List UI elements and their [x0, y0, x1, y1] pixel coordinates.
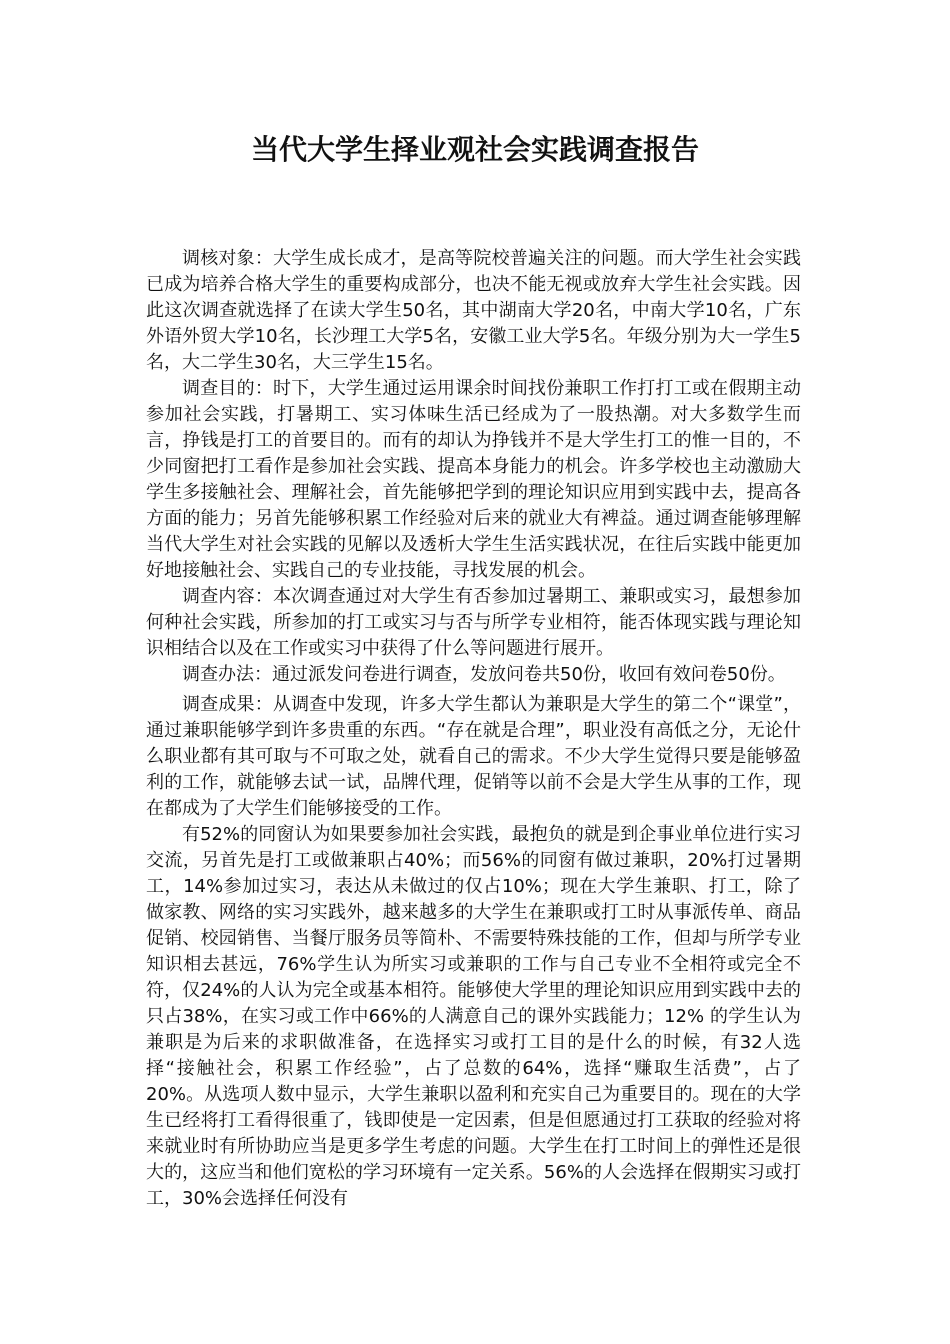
paragraph-survey-content: 调查内容：本次调查通过对大学生有否参加过暑期工、兼职或实习，最想参加何种社会实践，所参加的打工或实习与否与所学专业相符，能否体现实践与理论知识相结合以及在工作或实习中获得了什么等问题进行展开。: [146, 586, 801, 659]
paragraph-survey-purpose: 调查目的：时下，大学生通过运用课余时间找份兼职工作打打工或在假期主动参加社会实践，打暑期工、实习体味生活已经成为了一股热潮。对大多数学生而言，挣钱是打工的首要目的。而有的却认为挣钱并不是大学生打工的惟一目的，不少同窗把打工看作是参加社会实践、提高本身能力的机会。许多学校也主动激励大学生多接触社会、理解社会，首先能够把学到的理论知识应用到实践中去，提高各方面的能力；另首先能够积累工作经验对后来的就业大有裨益。通过调查能够理解当代大学生对社会实践的见解以及透析大学生生活实践状况，在往后实践中能更加好地接触社会、实践自己的专业技能，寻找发展的机会。: [146, 378, 801, 581]
paragraph-survey-subjects: 调核对象：大学生成长成才，是高等院校普遍关注的问题。而大学生社会实践已成为培养合格大学生的重要构成部分，也决不能无视或放弃大学生社会实践。因此这次调查就选择了在读大学生50名，其中湖南大学20名，中南大学10名，广东外语外贸大学10名，长沙理工大学5名，安徽工业大学5名。年级分别为大一学生5名，大二学生30名，大三学生15名。: [146, 248, 801, 373]
paragraph-survey-statistics: 有52%的同窗认为如果要参加社会实践，最抱负的就是到企事业单位进行实习交流，另首先是打工或做兼职占40%；而56%的同窗有做过兼职，20%打过暑期工，14%参加过实习，表达从未做过的仅占10%；现在大学生兼职、打工，除了做家教、网络的实习实践外，越来越多的大学生在兼职或打工时从事派传单、商品促销、校园销售、当餐厅服务员等简朴、不需要特殊技能的工作，但却与所学专业知识相去甚远，76%学生认为所实习或兼职的工作与自己专业不全相符或完全不符，仅24%的人认为完全或基本相符。能够使大学里的理论知识应用到实践中去的只占38%，在实习或工作中66%的人满意自己的课外实践能力；12% 的学生认为兼职是为后来的求职做准备，在选择实习或打工目的是什么的时候，有32人选择“接触社会，积累工作经验”，占了总数的64%，选择“赚取生活费”，占了20%。从选项人数中显示，大学生兼职以盈利和充实自己为重要目的。现在的大学生已经将打工看得很重了，钱即使是一定因素，但是但愿通过打工获取的经验对将来就业时有所协助应当是更多学生考虑的问题。大学生在打工时间上的弹性还是很大的，这应当和他们宽松的学习环境有一定关系。56%的人会选择在假期实习或打工，30%会选择任何没有: [146, 824, 801, 1209]
paragraph-survey-results: 调查成果：从调查中发现，许多大学生都认为兼职是大学生的第二个“课堂”，通过兼职能够学到许多贵重的东西。“存在就是合理”，职业没有高低之分，无论什么职业都有其可取与不可取之处，就看自己的需求。不少大学生觉得只要是能够盈利的工作，就能够去试一试，品牌代理，促销等以前不会是大学生从事的工作，现在都成为了大学生们能够接受的工作。: [146, 694, 801, 819]
document-body: [146, 246, 801, 1212]
document-title: 当代大学生择业观社会实践调查报告: [250, 133, 699, 166]
paragraph-survey-method: 调查办法：通过派发问卷进行调查，发放问卷共50份，收回有效问卷50份。: [182, 664, 786, 685]
